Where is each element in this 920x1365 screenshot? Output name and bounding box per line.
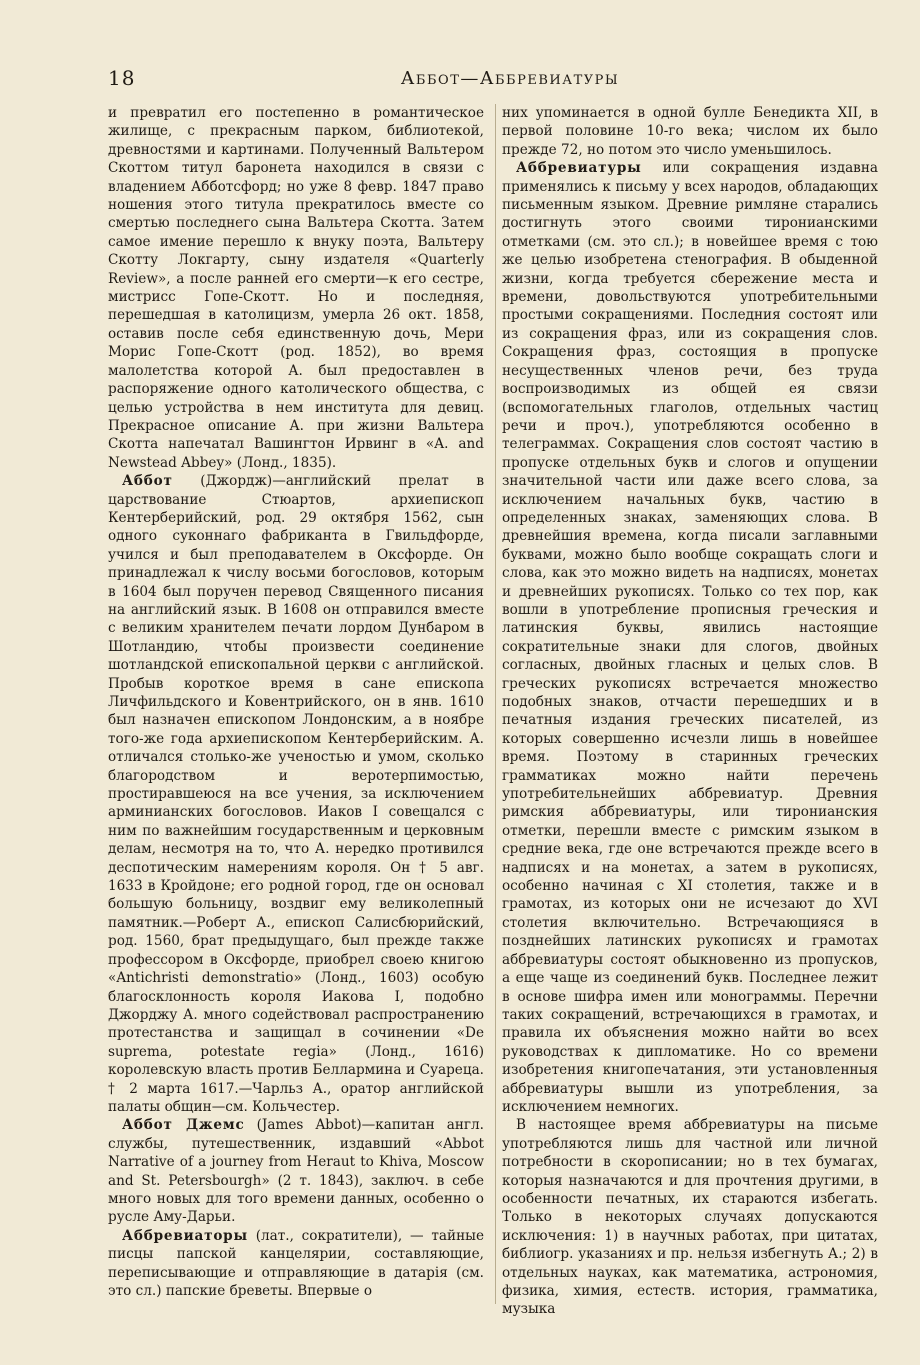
page-number: 18 (108, 66, 136, 90)
headword: Аббревиаторы (122, 1227, 248, 1244)
entry-text: (Джордж)—английский прелат в царствование Стюартов, архиепископ Кентерберийский, род. 29 октября 1562, сын одного суконнаго фабриканта в Гвильдфорде, учился и был преподавателем в Оксфорде. Он принадлежал к числу восьми богословов, которым в 1604 был поручен перевод Священного писания на английский язык. В 1608 он отправился вместе с великим хранителем печати лордом Дунбаром в Шотландию, чтобы произвести соединение шотландской епископальной церкви с английской. Пробыв короткое время в сане епископа Личфильдского и Ковентрийского, он в янв. 1610 был назначен епископом Лондонским, а в ноябре того-же года архиепископом Кентерберийским. А. отличался столько-же ученостью и умом, сколько благородством и веротерпимостью, простиравшеюся на все учения, за исключением арминианских богословов. Иаков I совещался с ним по важнейшим государственным и церковным делам, несмотря на то, что А. нередко противился деспотическим намерениям короля. Он † 5 авг. 1633 в Кройдоне; его родной город, где он основал большую больницу, воздвиг ему великолепный памятник.—Роберт А., епископ Салисбюрийский, род. 1560, брат предыдущаго, был прежде также профессором в Оксфорде, приобрел своею книгою «Antichristi demonstratio» (Лонд., 1603) особую благосклонность короля Иакова I, подобно Джорджу А. много содействовал распространению протестанства и защищал в сочинении «De suprema, potestate regia» (Лонд., 1616) королевскую власть против Беллармина и Суареца. † 2 марта 1617.—Чарльз А., оратор английской палаты общин—см. Кольчестер. (108, 473, 484, 1115)
headword: Аббревиатуры (516, 160, 642, 177)
text-columns (108, 104, 878, 1354)
right-column (502, 104, 878, 1354)
entry-abbot (108, 472, 484, 1116)
entry-abbot-james (108, 1116, 484, 1226)
running-title: Аббот—Аббревиатуры (400, 68, 620, 89)
entry-text: или сокращения издавна применялись к письму у всех народов, обладающих письменным языком. Древние римляне старались достигнуть этого своими тиронианскими отметками (см. это сл.); в новейшее время с тою же целью изобретена стенография. В обыденной жизни, когда требуется сбережение места и времени, довольствуются употребительными простыми сокращениями. Последния состоят или из сокращения фраз, или из сокращения слов. Сокращения фраз, состоящия в пропуске несущественных членов речи, без труда воспроизводимых из общей ея связи (вспомогательных глаголов, отдельных частиц речи и проч.), употребляются особенно в телеграммах. Сокращения слов состоят частию в пропуске отдельных букв и слогов и опущении значительной части или даже всего слова, за исключением начальных букв, частию в определенных знаках, заменяющих слова. В древнейшия времена, когда писали заглавными буквами, можно было вообще сокращать слоги и слова, как это можно видеть на надписях, монетах и древнейших рукописях. Только со тех пор, как вошли в употребление прописныя греческия и латинския буквы, явились настоящие сократительные знаки для слогов, двойных согласных, двойных гласных и целых слов. В греческих рукописях встречается множество подобных знаков, отчасти перешедших и в печатныя издания греческих писателей, из которых совершенно исчезли лишь в новейшее время. Поэтому в старинных греческих грамматиках можно найти перечень употребительнейших аббревиатур. Древния римския аббревиатуры, или тиронианския отметки, перешли вместе с римским языком в средние века, где оне встречаются прежде всего в надписях и на монетах, а затем в рукописях, особенно начиная с XI столетия, также и в грамотах, из которых они не исчезают до XVI столетия включительно. Встречающияся в позднейших латинских рукописях и грамотах аббревиатуры состоят обыкновенно из пропусков, а еще чаще из соединений букв. Последнее лежит в основе шифра имен или монограммы. Перечни таких сокращений, встречающихся в грамотах, и правила их объяснения можно найти во всех руководствах к дипломатике. Но со времени изобретения книгопечатания, эти установленныя аббревиатуры вышли из употребления, за исключением немногих. (502, 160, 878, 1115)
continuation-paragraph: и превратил его постепенно в романтическое жилище, с прекрасным парком, библиотекой, древностями и картинами. Полученный Вальтером Скоттом титул баронета находился в связи с владением Абботсфорд; но уже 8 февр. 1847 право ношения этого титула прекратилось вместе со смертью последнего сына Вальтера Скотта. Затем самое имение перешло к внуку поэта, Вальтеру Скотту Локгарту, сыну издателя «Quarterly Review», а после ранней его смерти—к его сестре, мистрисс Гопе-Скотт. Но и последняя, перешедшая в католицизм, умерла 26 окт. 1858, оставив после себя единственную дочь, Мери Морис Гопе-Скотт (род. 1852), во время малолетства которой А. был предоставлен в распоряжение одного католического общества, с целью устройства в нем института для девиц. Прекрасное описание А. при жизни Вальтера Скотта напечатал Вашингтон Ирвинг в «A. and Newstead Abbey» (Лонд., 1835). (108, 105, 484, 471)
headword: Аббот (122, 473, 173, 490)
body-paragraph: В настоящее время аббревиатуры на письме употребляются лишь для частной или личной потребности в скорописании; но в тех бумагах, которыя назначаются и для прочтения другими, в особенности печатных, их стараются избегать. Только в некоторых случаях допускаются исключения: 1) в научных работах, при цитатах, библиогр. указаниях и пр. нельзя избегнуть А.; 2) в отдельных науках, как математика, астрономия, физика, химия, естеств. история, грамматика, музыка (502, 1117, 878, 1318)
headword: Аббот Джемс (122, 1117, 245, 1134)
entry-text: (James Abbot)—капитан англ. службы, путешественник, издавший «Abbot Narrative of a journey from Heraut to Khiva, Moscow and St. Petersbourgh» (2 т. 1843), заключ. в себе много новых для того времени данных, особенно о русле Аму-Дарьи. (108, 1117, 484, 1226)
entry-abbreviators (108, 1227, 484, 1301)
entry-abbreviatures (502, 159, 878, 1116)
left-column (108, 104, 484, 1354)
continuation-paragraph: них упоминается в одной булле Бенедикта XII, в первой половине 10-го века; числом их было прежде 72, но потом это число уменьшилось. (502, 105, 878, 158)
entry-text: (лат., сократители), — тайные писцы папской канцелярии, составляющие, переписывающие и отправляющие в датарiя (см. это сл.) папские бреветы. Впервые о (108, 1227, 484, 1299)
